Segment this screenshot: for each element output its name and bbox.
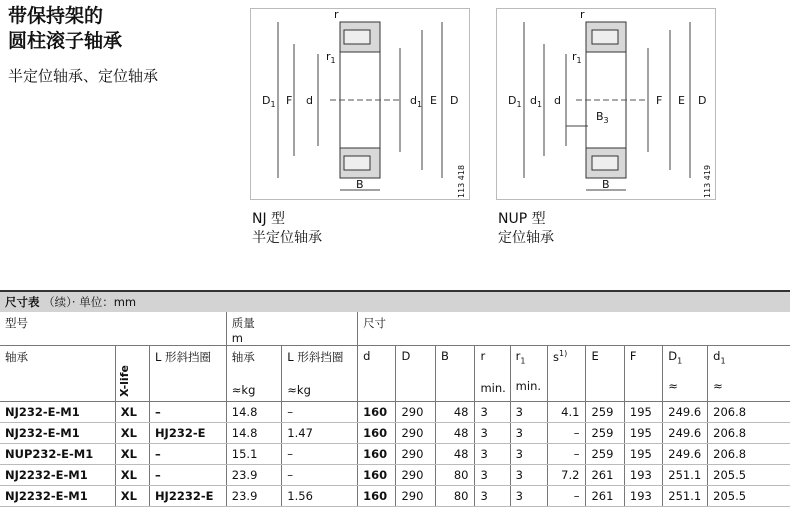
cell-r: 3 [475,402,510,423]
nup-label-B: B [602,178,610,191]
col-mass [226,312,357,346]
dimension-table [0,290,790,507]
cell-E: 259 [586,423,624,444]
col-r1: $r_1$ min. [510,346,547,402]
cell-d: 160 [358,444,396,465]
title-line-2: 圆柱滚子轴承 [8,30,123,52]
cell-ring: – [149,444,226,465]
nup-label-d: d [554,94,561,107]
col-xlife-label: X-life [117,365,131,397]
header-row-1 [0,312,790,346]
nj-label-F: F [286,94,293,107]
col-model: 型号 [0,312,226,346]
col-d1: $d_1$ ≈ [708,346,790,402]
col-s: $s^{1)}$ [548,346,586,402]
cell-D: 290 [396,486,435,507]
cell-E: 259 [586,444,624,465]
cell-D1: 249.6 [663,423,708,444]
unit-mass-ring: ≈kg [287,383,311,397]
cell-D1: 249.6 [663,402,708,423]
cell-B: 80 [435,486,474,507]
cell-s: – [548,423,586,444]
nup-label-d1: $d_1$ [530,94,543,109]
nup-label-D: D [698,94,707,107]
col-D1-approx: ≈ [668,379,678,394]
cell-r1: 3 [510,423,547,444]
cell-s: – [548,444,586,465]
nj-label-E: E [430,94,437,107]
col-D1: $D_1$ ≈ [663,346,708,402]
cell-xl: XL [115,402,149,423]
nup-label-F: F [656,94,663,107]
nj-diagram [250,8,470,200]
col-mass-bearing: 轴承 ≈kg [226,346,282,402]
col-r: r min. [475,346,510,402]
cell-model: NJ232-E-M1 [0,423,115,444]
cell-d1: 206.8 [708,423,790,444]
nup-label-B3: $B_3$ [596,110,609,125]
title-line-1: 带保持架的 [8,5,104,27]
cell-s: 7.2 [548,465,586,486]
header-row-2 [0,346,790,402]
cell-mr: – [282,444,358,465]
table-row [0,423,790,444]
cell-d1: 205.5 [708,486,790,507]
cell-r1: 3 [510,402,547,423]
col-mass-ring: L 形斜挡圈 ≈kg [282,346,358,402]
cell-xl: XL [115,486,149,507]
unit-mass-bearing: ≈kg [231,383,256,397]
cell-d: 160 [358,486,396,507]
table-row [0,402,790,423]
col-dims: 尺寸 [358,312,790,346]
cell-D: 290 [396,444,435,465]
cell-mr: 1.47 [282,423,358,444]
col-d: d [358,346,396,402]
cell-d1: 205.5 [708,465,790,486]
cell-xl: XL [115,465,149,486]
col-r1-min: min. [515,379,542,394]
cell-B: 80 [435,465,474,486]
nj-label-d1: $d_1$ [410,94,423,109]
cell-r: 3 [475,423,510,444]
nup-type-label: NUP 型 [498,211,546,227]
cell-B: 48 [435,402,474,423]
nj-label-D: D [450,94,459,107]
col-E: E [586,346,624,402]
cell-mr: 1.56 [282,486,358,507]
cell-D1: 249.6 [663,444,708,465]
cell-r1: 3 [510,444,547,465]
col-B: B [435,346,474,402]
cell-model: NJ2232-E-M1 [0,486,115,507]
cell-D1: 251.1 [663,486,708,507]
nj-label-r: r [334,8,339,21]
nup-label-r1: $r_1$ [572,50,582,65]
cell-model: NUP232-E-M1 [0,444,115,465]
cell-model: NJ232-E-M1 [0,402,115,423]
nj-code: 113 418 [457,164,466,198]
table-row [0,486,790,507]
col-mass-label: 质量 [231,316,255,330]
cell-D1: 251.1 [663,465,708,486]
cell-ring: – [149,402,226,423]
table-caption-bold: 尺寸表 [5,295,40,309]
col-D: D [396,346,435,402]
nj-type-desc: 半定位轴承 [252,230,322,246]
cell-d1: 206.8 [708,402,790,423]
nup-label-r: r [580,8,585,21]
cell-xl: XL [115,423,149,444]
page-subtitle: 半定位轴承、定位轴承 [8,67,159,85]
col-d1-approx: ≈ [713,379,723,394]
col-s-note: 1) [559,349,568,358]
nup-code: 113 419 [703,164,712,198]
cell-r1: 3 [510,486,547,507]
cell-mr: – [282,465,358,486]
cell-d: 160 [358,402,396,423]
nj-label-B: B [356,178,364,191]
cell-r1: 3 [510,465,547,486]
nup-caption [498,210,554,248]
nj-label-d: d [306,94,313,107]
col-mass-sym: m [231,331,243,345]
cell-E: 259 [586,402,624,423]
nup-label-D1: $D_1$ [508,94,522,109]
col-bearing: 轴承 [0,346,115,402]
table-caption [0,291,790,312]
cell-F: 193 [624,486,662,507]
cell-E: 261 [586,486,624,507]
nj-label-r1: $r_1$ [326,50,336,65]
cell-ring: – [149,465,226,486]
cell-s: – [548,486,586,507]
col-F: F [624,346,662,402]
cell-xl: XL [115,444,149,465]
cell-m: 15.1 [226,444,282,465]
cell-E: 261 [586,465,624,486]
cell-d1: 206.8 [708,444,790,465]
cell-s: 4.1 [548,402,586,423]
table-row [0,444,790,465]
cell-mr: – [282,402,358,423]
cell-r: 3 [475,465,510,486]
cell-B: 48 [435,444,474,465]
cell-F: 195 [624,423,662,444]
cell-model: NJ2232-E-M1 [0,465,115,486]
page-title [8,4,122,54]
cell-B: 48 [435,423,474,444]
cell-m: 14.8 [226,402,282,423]
nj-caption [252,210,322,248]
nup-label-E: E [678,94,685,107]
cell-r: 3 [475,444,510,465]
cell-ring: HJ232-E [149,423,226,444]
cell-D: 290 [396,402,435,423]
cell-ring: HJ2232-E [149,486,226,507]
table-caption-rest: （续）· 单位：mm [43,295,137,309]
cell-r: 3 [475,486,510,507]
cell-m: 23.9 [226,486,282,507]
cell-m: 14.8 [226,423,282,444]
cell-F: 193 [624,465,662,486]
cell-D: 290 [396,465,435,486]
col-ring: L 形斜挡圈 [149,346,226,402]
cell-m: 23.9 [226,465,282,486]
cell-d: 160 [358,465,396,486]
nup-diagram [496,8,716,200]
cell-d: 160 [358,423,396,444]
nj-type-label: NJ 型 [252,211,286,227]
cell-D: 290 [396,423,435,444]
nj-label-D1: $D_1$ [262,94,276,109]
table-row [0,465,790,486]
cell-F: 195 [624,402,662,423]
col-xlife [115,346,149,402]
nup-type-desc: 定位轴承 [498,230,554,246]
cell-F: 195 [624,444,662,465]
col-r-min: min. [480,381,506,395]
